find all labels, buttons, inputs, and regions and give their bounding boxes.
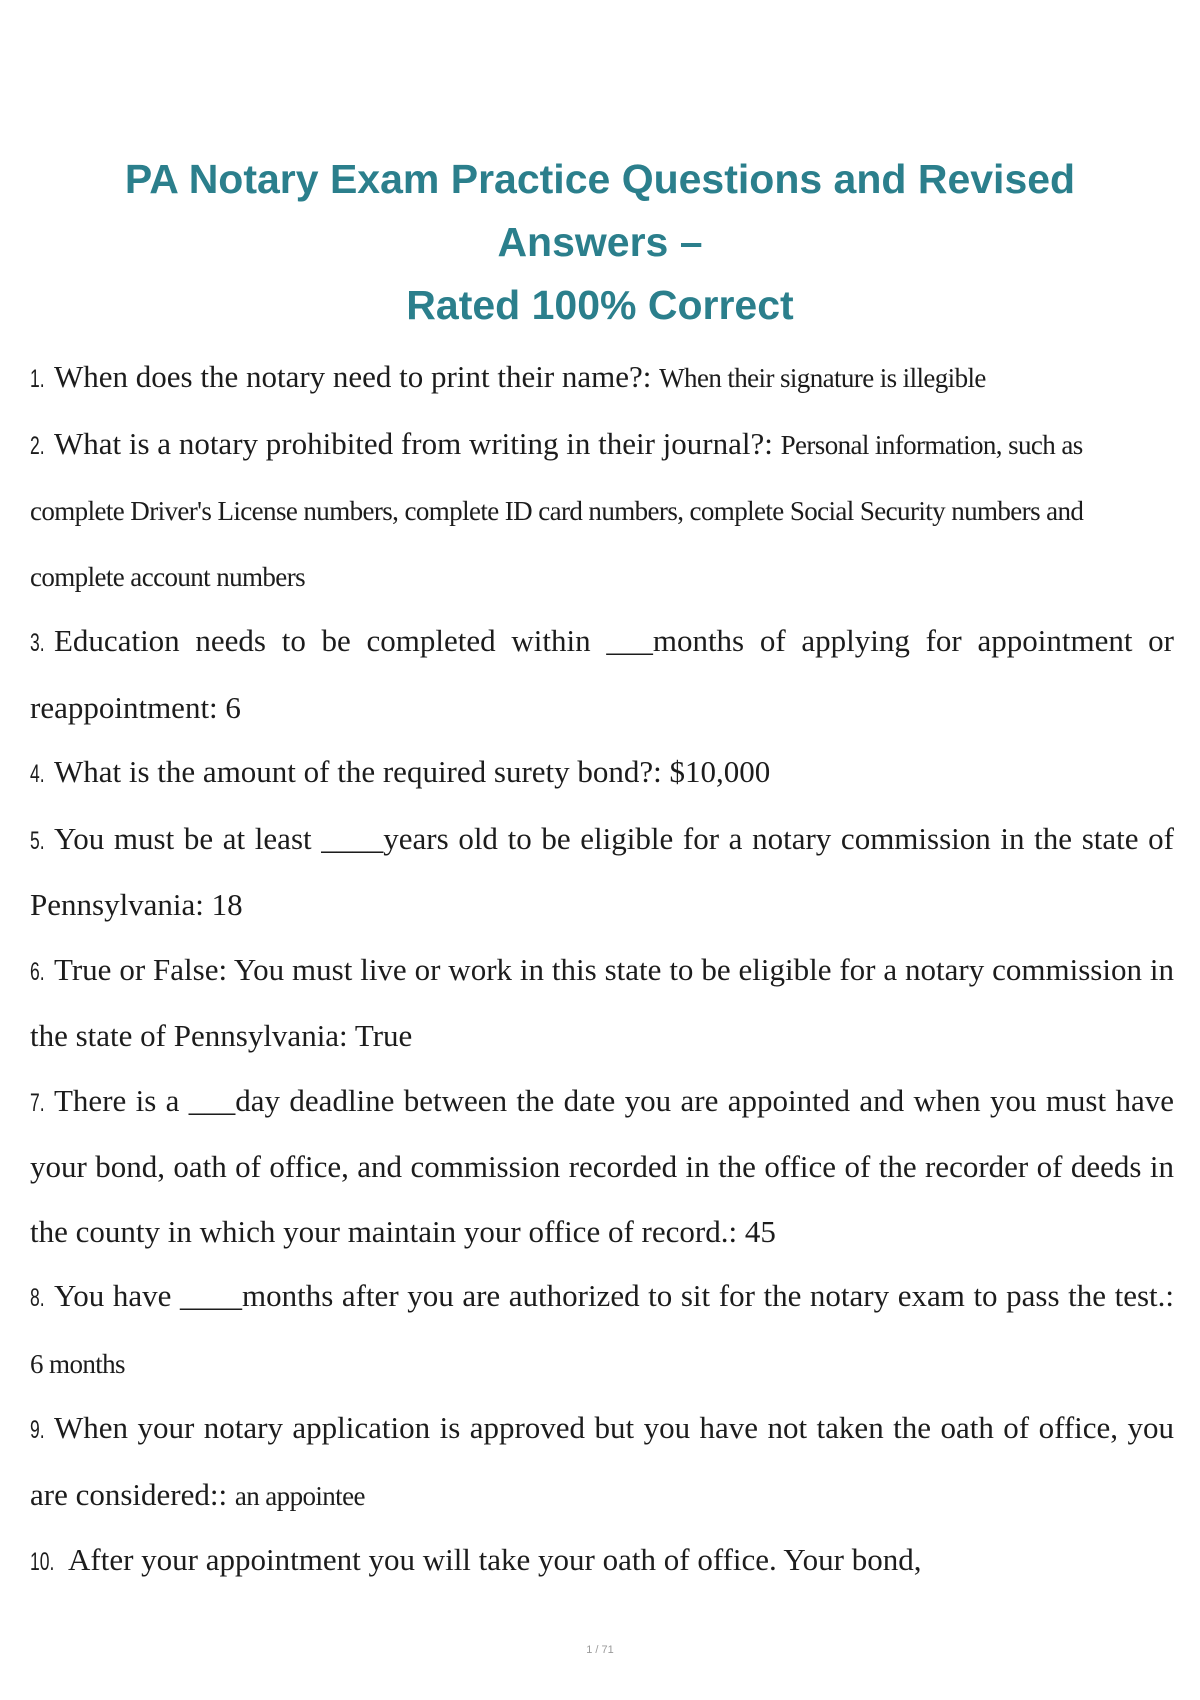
question-number: 7. <box>30 1088 45 1117</box>
question-item-10 <box>30 1528 1174 1595</box>
title-line-2: Rated 100% Correct <box>406 282 794 328</box>
question-item-8 <box>30 1264 1174 1396</box>
question-item-7 <box>30 1069 1174 1265</box>
question-number: 10. <box>30 1548 55 1576</box>
question-text: Education needs to be completed within ___months of applying for appointment or reappointment: <box>30 623 1174 725</box>
answer-text: When their signature is illegible <box>659 363 986 393</box>
question-text: When does the notary need to print their name?: <box>54 359 652 394</box>
question-item-6 <box>30 938 1174 1069</box>
answer-text: 45 <box>744 1213 776 1249</box>
question-number: 3. <box>30 629 45 657</box>
question-number: 4. <box>30 760 45 788</box>
answer-text: 6 <box>225 689 241 725</box>
question-text: You have ____months after you are authorized to sit for the notary exam to pass the test.: <box>54 1278 1174 1313</box>
question-number: 1. <box>30 365 45 393</box>
question-item-2 <box>30 412 1174 610</box>
page-title <box>40 148 1160 337</box>
question-item-1 <box>30 345 1174 412</box>
question-item-3 <box>30 609 1174 740</box>
answer-text: an appointee <box>234 1480 365 1511</box>
title-line-1: PA Notary Exam Practice Questions and Revised Answers – <box>124 156 1076 265</box>
question-number: 2. <box>30 431 45 460</box>
question-text: True or False: You must live or work in this state to be eligible for a notary commission in the state of Pennsylvania: <box>30 951 1174 1053</box>
question-text: What is the amount of the required surety bond?: <box>54 754 662 789</box>
question-item-5 <box>30 807 1174 938</box>
answer-text: Personal information, such as complete Driver's License numbers, complete ID card numbers, complete Social Security numbers and complete account numbers <box>30 429 1084 592</box>
question-number: 9. <box>30 1416 45 1444</box>
question-text: There is a ___day deadline between the date you are appointed and when you must have your bond, oath of office, and commission recorded in the office of the recorder of deeds in the county in which your maintain your office of record.: <box>30 1082 1174 1249</box>
question-number: 8. <box>30 1284 45 1312</box>
question-text: You must be at least ____years old to be eligible for a notary commission in the state of Pennsylvania: <box>30 820 1174 922</box>
answer-text: $10,000 <box>669 754 771 789</box>
question-item-4 <box>30 740 1174 807</box>
answer-text: 6 months <box>30 1348 125 1379</box>
answer-text: True <box>354 1018 413 1053</box>
question-text: When your notary application is approved but you have not taken the oath of office, you are considered:: <box>30 1410 1174 1512</box>
answer-text: 18 <box>211 887 243 922</box>
question-text: What is a notary prohibited from writing in their journal?: <box>54 425 773 461</box>
question-list <box>30 345 1174 1595</box>
page-indicator: 1 / 71 <box>586 1644 614 1656</box>
question-text: After your appointment you will take your oath of office. Your bond, <box>68 1542 922 1577</box>
question-number: 6. <box>30 957 45 986</box>
question-number: 5. <box>30 826 45 855</box>
question-item-9 <box>30 1396 1174 1528</box>
